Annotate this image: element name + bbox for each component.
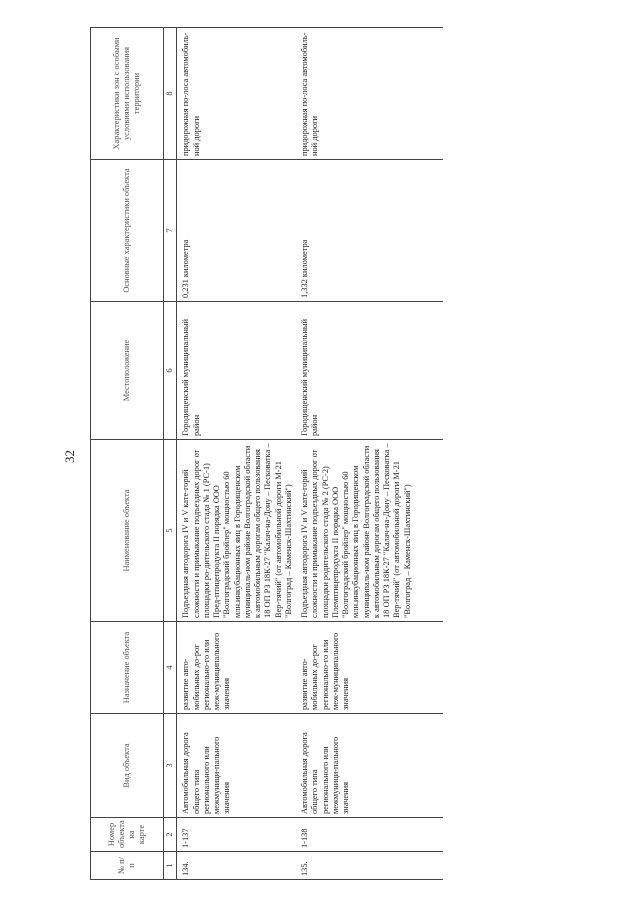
col-header-name: Наименование объекта [91,440,164,622]
zone-characteristics: придорожная по-лоса автомобиль-ной дороги [177,28,296,160]
object-location: Городищенский муниципальный район [177,302,296,440]
col-header-index: № п/п [91,852,164,880]
column-number: 8 [164,28,177,160]
column-number: 3 [164,714,177,818]
table-row [296,28,443,880]
col-header-location: Местоположение [91,302,164,440]
col-header-characteristics: Основные характеристики объекта [91,160,164,302]
col-header-type: Вид объекта [91,714,164,818]
column-number: 4 [164,622,177,714]
col-header-zone: Характеристики зон с особыми условиями использования территории [91,28,164,160]
column-number: 6 [164,302,177,440]
map-number: 1-137 [177,818,296,852]
objects-table [90,27,443,880]
object-characteristics: 1,332 километра [296,160,443,302]
object-type: Автомобильная дорога общего типа регионального или межмуници-пального значения [296,714,443,818]
column-number: 2 [164,818,177,852]
col-header-purpose: Назначение объекта [91,622,164,714]
page-number: 32 [62,450,77,463]
object-name: Подъездная автодорога IV и V кате-горий сложности и примыкание подъездных дорог от площадки родительского стада № 2 (РС-2) Племптицепродукта II порядка ООО "Волгоградский бройлер" мощностью 60 млн.инкубационных яиц в Городищенском муниципаль-ном районе Волгоградской области к автомобильным дорогам общего пользования 18 ОП РЗ 18К-27 "Калач-на-Дону – Песковатка – Вер-тячий" (от автомобильной дороги М-21 "Волгоград – Каменск-Шахтинский") [296,440,443,622]
zone-characteristics: придорожная по-лоса автомобиль-ной дороги [296,28,443,160]
column-number: 7 [164,160,177,302]
object-characteristics: 0,231 километра [177,160,296,302]
column-number: 1 [164,852,177,880]
object-name: Подъездная автодорога IV и V кате-горий сложности и примыкание подъездных дорог от площадки ро-дительского стада № 1 (РС-1) Пред-птицепродукта II порядка ООО "Волгоградский бройлер" мощностью 60 млн.инкубационных яиц в Городищенском муниципаль-ном районе Волгоградской области к автомобильным дорогам общего пользования 18 ОП РЗ 18К-27 "Калач-на-Дону – Песковатка – Вер-тячий" (от автомобильной дороги М-21 "Волгоград – Каменск-Шахтинский") [177,440,296,622]
object-location: Городищенский муниципальный район [296,302,443,440]
column-number-row [164,28,177,880]
map-number: 1-138 [296,818,443,852]
table-row [177,28,296,880]
object-purpose: развитие авто-мобильных до-рог регионально-го или меж-муниципального значения [177,622,296,714]
object-purpose: развитие авто-мобильных до-рог регионально-го или меж-муниципального значения [296,622,443,714]
row-index: 135. [296,852,443,880]
col-header-map-number: Номер объекта на карте [91,818,164,852]
header-row [91,28,164,880]
object-type: Автомобильная дорога общего типа регионального или межмуници-пального значения [177,714,296,818]
column-number: 5 [164,440,177,622]
row-index: 134. [177,852,296,880]
